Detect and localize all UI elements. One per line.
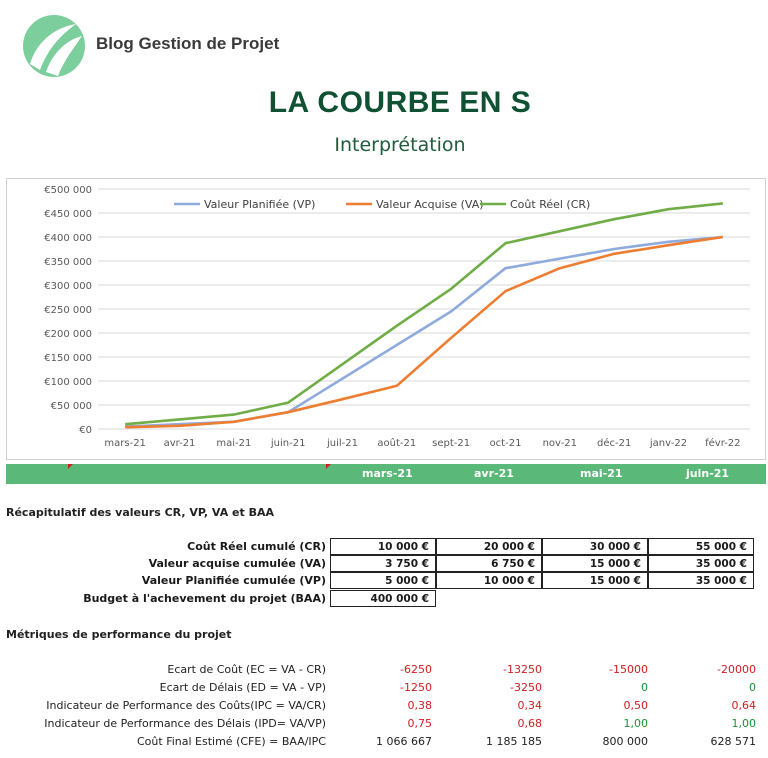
y-tick-label: €400 000: [44, 233, 92, 244]
summary-cell: 30 000 €: [542, 538, 648, 555]
metric-value: -20000: [717, 663, 756, 676]
y-tick-label: €200 000: [44, 329, 92, 340]
metric-value: 0,34: [517, 699, 542, 712]
metric-row-label: Indicateur de Performance des Coûts(IPC = VA/CR): [46, 699, 326, 712]
metric-value: -3250: [510, 681, 542, 694]
summary-cell: 5 000 €: [330, 572, 436, 589]
chart-border: [7, 179, 766, 460]
y-tick-label: €150 000: [44, 353, 92, 364]
comment-marker: [326, 464, 331, 469]
x-tick-label: sept-21: [432, 438, 471, 449]
y-tick-label: €350 000: [44, 257, 92, 268]
metric-value: 628 571: [710, 735, 756, 748]
y-tick-label: €300 000: [44, 281, 92, 292]
summary-cell: 35 000 €: [648, 555, 754, 572]
x-tick-label: mars-21: [104, 438, 146, 449]
metric-row-label: Ecart de Délais (ED = VA - VP): [159, 681, 326, 694]
x-tick-label: juil-21: [326, 438, 359, 449]
summary-cell: 3 750 €: [330, 555, 436, 572]
baa-value: 400 000 €: [330, 590, 436, 607]
x-tick-label: août-21: [377, 438, 417, 449]
metric-value: 0,75: [407, 717, 432, 730]
summary-cell: 55 000 €: [648, 538, 754, 555]
metric-value: 0,64: [731, 699, 756, 712]
x-tick-label: nov-21: [542, 438, 578, 449]
summary-row-label: Valeur Planifiée cumulée (VP): [141, 574, 326, 587]
legend-label: Valeur Planifiée (VP): [204, 198, 316, 211]
page-title: LA COURBE EN S: [268, 86, 532, 119]
x-tick-label: mai-21: [216, 438, 252, 449]
x-tick-label: avr-21: [163, 438, 196, 449]
metric-row-label: Ecart de Coût (EC = VA - CR): [167, 663, 326, 676]
metric-value: 1 066 667: [376, 735, 432, 748]
leaf-logo-icon: [22, 14, 86, 78]
x-tick-label: janv-22: [649, 438, 688, 449]
summary-cell: 15 000 €: [542, 572, 648, 589]
s-curve-chart: [6, 178, 766, 460]
metric-value: 1 185 185: [486, 735, 542, 748]
metric-value: 0,68: [517, 717, 542, 730]
summary-cell: 10 000 €: [330, 538, 436, 555]
summary-cell: 6 750 €: [436, 555, 542, 572]
metric-row-label: Coût Final Estimé (CFE) = BAA/IPC: [137, 735, 326, 748]
metric-value: 1,00: [731, 717, 756, 730]
chart-svg: [6, 178, 766, 460]
summary-cell: 20 000 €: [436, 538, 542, 555]
metric-row-label: Indicateur de Performance des Délais (IPD= VA/VP): [44, 717, 326, 730]
month-bar-label: avr-21: [474, 467, 514, 480]
comment-marker: [68, 464, 73, 469]
metric-value: 0,50: [623, 699, 648, 712]
x-tick-label: juin-21: [270, 438, 306, 449]
metric-value: 0,38: [407, 699, 432, 712]
y-tick-label: €0: [79, 425, 92, 436]
x-tick-label: oct-21: [489, 438, 522, 449]
legend-label: Valeur Acquise (VA): [376, 198, 484, 211]
month-bar-label: juin-21: [686, 467, 730, 480]
baa-label: Budget à l'achevement du projet (BAA): [83, 592, 326, 605]
metrics-heading: Métriques de performance du projet: [6, 628, 232, 641]
metric-value: 1,00: [623, 717, 648, 730]
y-tick-label: €450 000: [44, 209, 92, 220]
y-tick-label: €250 000: [44, 305, 92, 316]
metric-value: -13250: [503, 663, 542, 676]
metric-value: -1250: [400, 681, 432, 694]
summary-cell: 10 000 €: [436, 572, 542, 589]
y-tick-label: €500 000: [44, 185, 92, 196]
summary-cell: 35 000 €: [648, 572, 754, 589]
x-tick-label: févr-22: [705, 438, 741, 449]
metric-value: -15000: [609, 663, 648, 676]
month-bar: [6, 464, 766, 484]
metric-value: -6250: [400, 663, 432, 676]
summary-row-label: Coût Réel cumulé (CR): [187, 540, 326, 553]
y-tick-label: €100 000: [44, 377, 92, 388]
month-bar-label: mai-21: [580, 467, 623, 480]
page-subtitle: Interprétation: [334, 134, 466, 156]
summary-heading: Récapitulatif des valeurs CR, VP, VA et BAA: [6, 506, 275, 519]
month-bar-label: mars-21: [362, 467, 413, 480]
brand-name: Blog Gestion de Projet: [96, 34, 280, 53]
y-tick-label: €50 000: [50, 401, 92, 412]
metric-value: 0: [641, 681, 648, 694]
summary-row-label: Valeur acquise cumulée (VA): [148, 557, 326, 570]
summary-cell: 15 000 €: [542, 555, 648, 572]
legend-label: Coût Réel (CR): [510, 198, 591, 211]
x-tick-label: déc-21: [596, 438, 632, 449]
metric-value: 0: [749, 681, 756, 694]
metric-value: 800 000: [602, 735, 648, 748]
